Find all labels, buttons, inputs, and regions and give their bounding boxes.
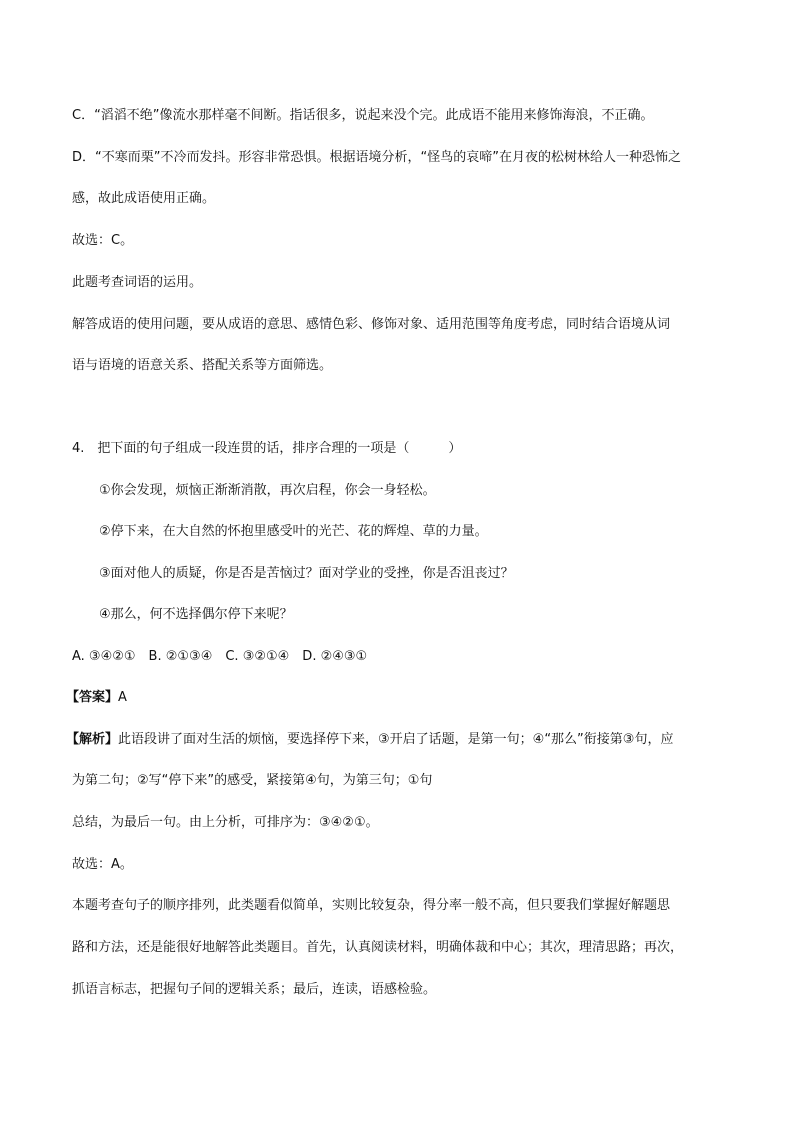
analysis-line3: 总结，为最后一句。由上分析，可排序为：③④②①。 bbox=[72, 815, 379, 830]
analysis-tag: 【解析】 bbox=[66, 732, 119, 747]
answer-line bbox=[66, 690, 728, 706]
prev-topic: 此题考查词语的运用。 bbox=[72, 275, 203, 290]
question-4-choice: 故选：A。 bbox=[72, 857, 133, 872]
option-d-explanation-line2: 感，故此成语使用正确。 bbox=[72, 191, 216, 206]
analysis-text-line1: 此语段讲了面对生活的烦恼，要选择停下来，③开启了话题，是第一句；④“那么”衔接第③句，应 bbox=[118, 732, 674, 747]
sentence-4: ④那么，何不选择偶尔停下来呢？ bbox=[99, 607, 293, 622]
summary-line3: 抓语言标志，把握句子间的逻辑关系；最后，连读，语感检验。 bbox=[72, 982, 437, 997]
summary-line2: 路和方法，还是能很好地解答此类题目。首先，认真阅读材料，明确体裁和中心；其次，理清思路；再次， bbox=[72, 940, 684, 955]
answer-tag: 【答案】 bbox=[66, 690, 119, 705]
option-d-explanation-line1: D．“不寒而栗”不冷而发抖。形容非常恐惧。根据语境分析，“怪鸟的哀啼”在月夜的松树林给人一种恐怖之 bbox=[72, 150, 681, 165]
answer-options: A. ③④②① B. ②①③④ C. ③②①④ D. ②④③① bbox=[72, 649, 368, 664]
sentence-1: ①你会发现，烦恼正渐渐消散，再次启程，你会一身轻松。 bbox=[99, 483, 436, 498]
analysis-line2: 为第二句；②写“停下来”的感受，紧接第④句，为第三句；①句 bbox=[72, 773, 433, 788]
prev-method-line2: 语与语境的语意关系、搭配关系等方面筛选。 bbox=[72, 358, 333, 373]
prev-method-line1: 解答成语的使用问题，要从成语的意思、感情色彩、修饰对象、适用范围等角度考虑，同时结合语境从词 bbox=[72, 317, 671, 332]
analysis-line1 bbox=[66, 732, 728, 748]
sentence-2: ②停下来，在大自然的怀抱里感受叶的光芒、花的辉煌、草的力量。 bbox=[99, 524, 488, 539]
question-4-stem: 4. 把下面的句子组成一段连贯的话，排序合理的一项是（ ） bbox=[72, 441, 462, 456]
summary-line1: 本题考查句子的顺序排列，此类题看似简单，实则比较复杂，得分率一般不高，但只要我们掌握好解题思 bbox=[72, 898, 671, 913]
prev-choice: 故选：C。 bbox=[72, 233, 134, 248]
answer-value: A bbox=[118, 690, 127, 705]
option-c-explanation: C．“滔滔不绝”像流水那样毫不间断。指话很多，说起来没个完。此成语不能用来修饰海浪，不正确。 bbox=[72, 108, 654, 123]
sentence-3: ③面对他人的质疑，你是否是苦恼过？面对学业的受挫，你是否沮丧过？ bbox=[99, 566, 514, 581]
